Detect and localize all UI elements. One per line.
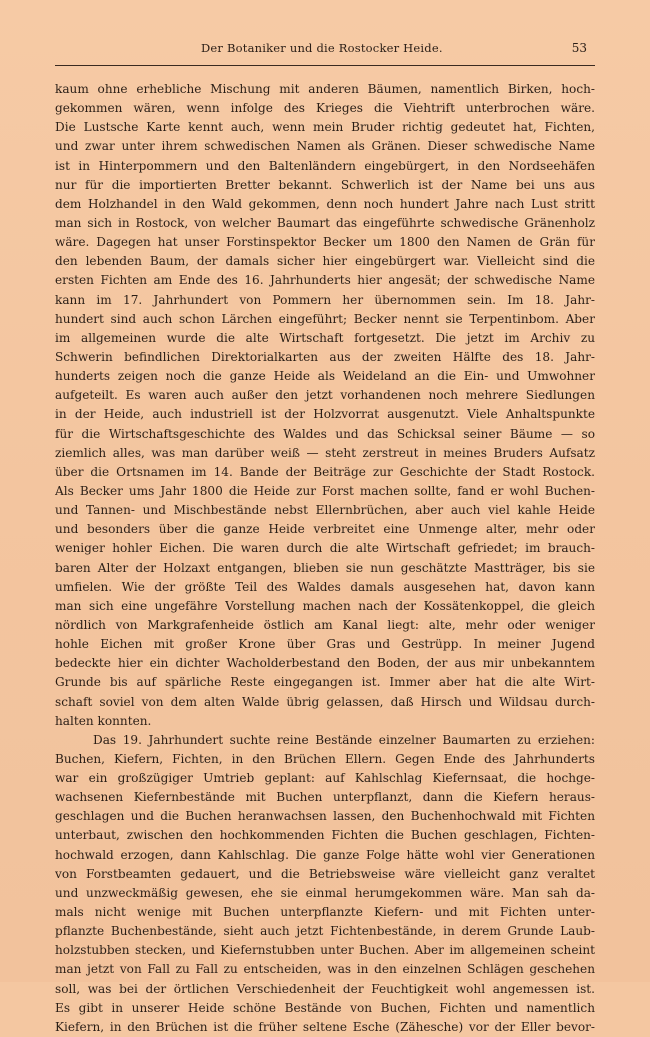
text-line: war ein großzügiger Umtrieb geplant: auf Kahlschlag Kiefernsaat, die hochge- [55,771,595,786]
text-line: und unzweckmäßig gewesen, ehe sie einmal herumgekommen wäre. Man sah da- [55,885,595,900]
text-line: Die Lustsche Karte kennt auch, wenn mein Bruder richtig gedeutet hat, Fichten, [55,120,595,135]
text-line: soll, was bei der örtlichen Verschiedenheit der Feuchtigkeit wohl angemessen ist. [55,981,595,996]
text-line: unterbaut, zwischen den hochkommenden Fichten die Buchen geschlagen, Fichten- [55,828,595,843]
text-line: den lebenden Baum, der damals sicher hier eingebürgert war. Vielleicht sind die [55,254,595,269]
text-line: ziemlich alles, was man darüber weiß — steht zerstreut in meines Bruders Aufsatz [55,445,595,460]
text-line: man jetzt von Fall zu Fall zu entscheiden, was in den einzelnen Schlägen geschehen [55,962,595,977]
text-line: nördlich von Markgrafenheide östlich am Kanal liegt: alte, mehr oder weniger [55,617,595,632]
text-line: hochwald erzogen, dann Kahlschlag. Die ganze Folge hätte wohl vier Generationen [55,847,595,862]
text-line: Buchen, Kiefern, Fichten, in den Brüchen Ellern. Gegen Ende des Jahrhunderts [55,751,595,766]
text-line: man sich eine ungefähre Vorstellung machen nach der Kossätenkoppel, die gleich [55,598,595,613]
text-line: in der Heide, auch industriell ist der Holzvorrat ausgenutzt. Viele Anhaltspunkte [55,407,595,422]
text-line: Das 19. Jahrhundert suchte reine Bestände einzelner Baumarten zu erziehen: [93,732,595,747]
running-title: Der Botaniker und die Rostocker Heide. [201,41,443,55]
text-line: Als Becker ums Jahr 1800 die Heide zur Forst machen sollte, fand er wohl Buchen- [55,483,595,498]
text-line: ersten Fichten am Ende des 16. Jahrhunderts hier angesät; der schwedische Name [55,273,595,288]
text-line: Grunde bis auf spärliche Reste eingegangen ist. Immer aber hat die alte Wirt- [55,675,595,690]
text-line: aufgeteilt. Es waren auch außer den jetzt vorhandenen noch mehrere Siedlungen [55,388,595,403]
text-line: mals nicht wenige mit Buchen unterpflanzte Kiefern- und mit Fichten unter- [55,905,595,920]
text-line: dem Holzhandel in den Wald gekommen, denn noch hundert Jahre nach Lust stritt [55,196,595,211]
text-line: und besonders über die ganze Heide verbreitet eine Unmenge alter, mehr oder [55,522,595,537]
text-line: hohle Eichen mit großer Krone über Gras und Gestrüpp. In meiner Jugend [55,637,595,652]
text-line: holzstubben stecken, und Kiefernstubben unter Buchen. Aber im allgemeinen scheint [55,943,595,958]
text-line: hunderts zeigen noch die ganze Heide als Weideland an die Ein- und Umwohner [55,369,595,384]
text-line: Kiefern, in den Brüchen ist die früher seltene Esche (Zäheschе) vor der Eller bevor- [55,1019,595,1034]
text-line: baren Alter der Holzaxt entgangen, blieben sie nun geschätzte Mastträger, bis sie [55,560,595,575]
text-line: wäre. Dagegen hat unser Forstinspektor Becker um 1800 den Namen de Grän für [55,235,595,250]
text-line: von Forstbeamten gedauert, und die Betriebsweise wäre vielleicht ganz veraltet [55,866,595,881]
text-line: halten konnten. [55,713,152,728]
text-line: für die Wirtschaftsgeschichte des Waldes und das Schicksal seiner Bäume — so [55,426,595,441]
text-line: im allgemeinen wurde die alte Wirtschaft fortgesetzt. Die jetzt im Archiv zu [55,330,595,345]
text-line: nur für die importierten Bretter bekannt. Schwerlich ist der Name bei uns aus [55,177,595,192]
paragraph [55,80,595,731]
page-number: 53 [571,41,587,55]
text-line: hundert sind auch schon Lärchen eingeführt; Becker nennt sie Terpentinbom. Aber [55,311,595,326]
text-line: über die Ortsnamen im 14. Bande der Beiträge zur Geschichte der Stadt Rostock. [55,464,595,479]
text-line: ist in Hinterpommern und den Baltenländern eingebürgert, in den Nordseehäfen [55,158,595,173]
text-line: wachsenen Kiefernbestände mit Buchen unterpflanzt, dann die Kiefern heraus- [55,790,595,805]
text-line: pflanzte Buchenbestände, sieht auch jetzt Fichtenbestände, in derem Grunde Laub- [55,924,595,939]
text-line: geschlagen und die Buchen heranwachsen lassen, den Buchenhochwald mit Fichten [55,809,595,824]
text-line: weniger hohler Eichen. Die waren durch die alte Wirtschaft gefriedet; im brauch- [55,541,595,556]
text-line: bedeckte hier ein dichter Wacholderbestand den Boden, der aus mir unbekanntem [55,656,595,671]
header-rule [55,65,595,66]
page-header [55,38,595,60]
text-line: schaft soviel von dem alten Walde übrig gelassen, daß Hirsch und Wildsau durch- [55,694,595,709]
text-line: man sich in Rostock, von welcher Baumart das eingeführte schwedische Gränenholz [55,215,595,230]
text-line: und zwar unter ihrem schwedischen Namen als Gränen. Dieser schwedische Name [55,139,595,154]
text-line: Schwerin befindlichen Direktorialkarten aus der zweiten Hälfte des 18. Jahr- [55,349,595,364]
text-line: umfielen. Wie der größte Teil des Waldes damals ausgesehen hat, davon kann [55,579,595,594]
body-text [55,80,595,1037]
text-line: gekommen wären, wenn infolge des Krieges die Viehtrift unterbrochen wäre. [55,101,595,116]
text-line: und Tannen- und Mischbestände nebst Ellernbrüchen, aber auch viel kahle Heide [55,503,595,518]
paragraph [55,731,595,1037]
text-line: Es gibt in unserer Heide schöne Bestände von Buchen, Fichten und namentlich [55,1000,595,1015]
text-line: kaum ohne erhebliche Mischung mit anderen Bäumen, namentlich Birken, hoch- [55,82,595,96]
text-line: kann im 17. Jahrhundert von Pommern her übernommen sein. Im 18. Jahr- [55,292,595,307]
